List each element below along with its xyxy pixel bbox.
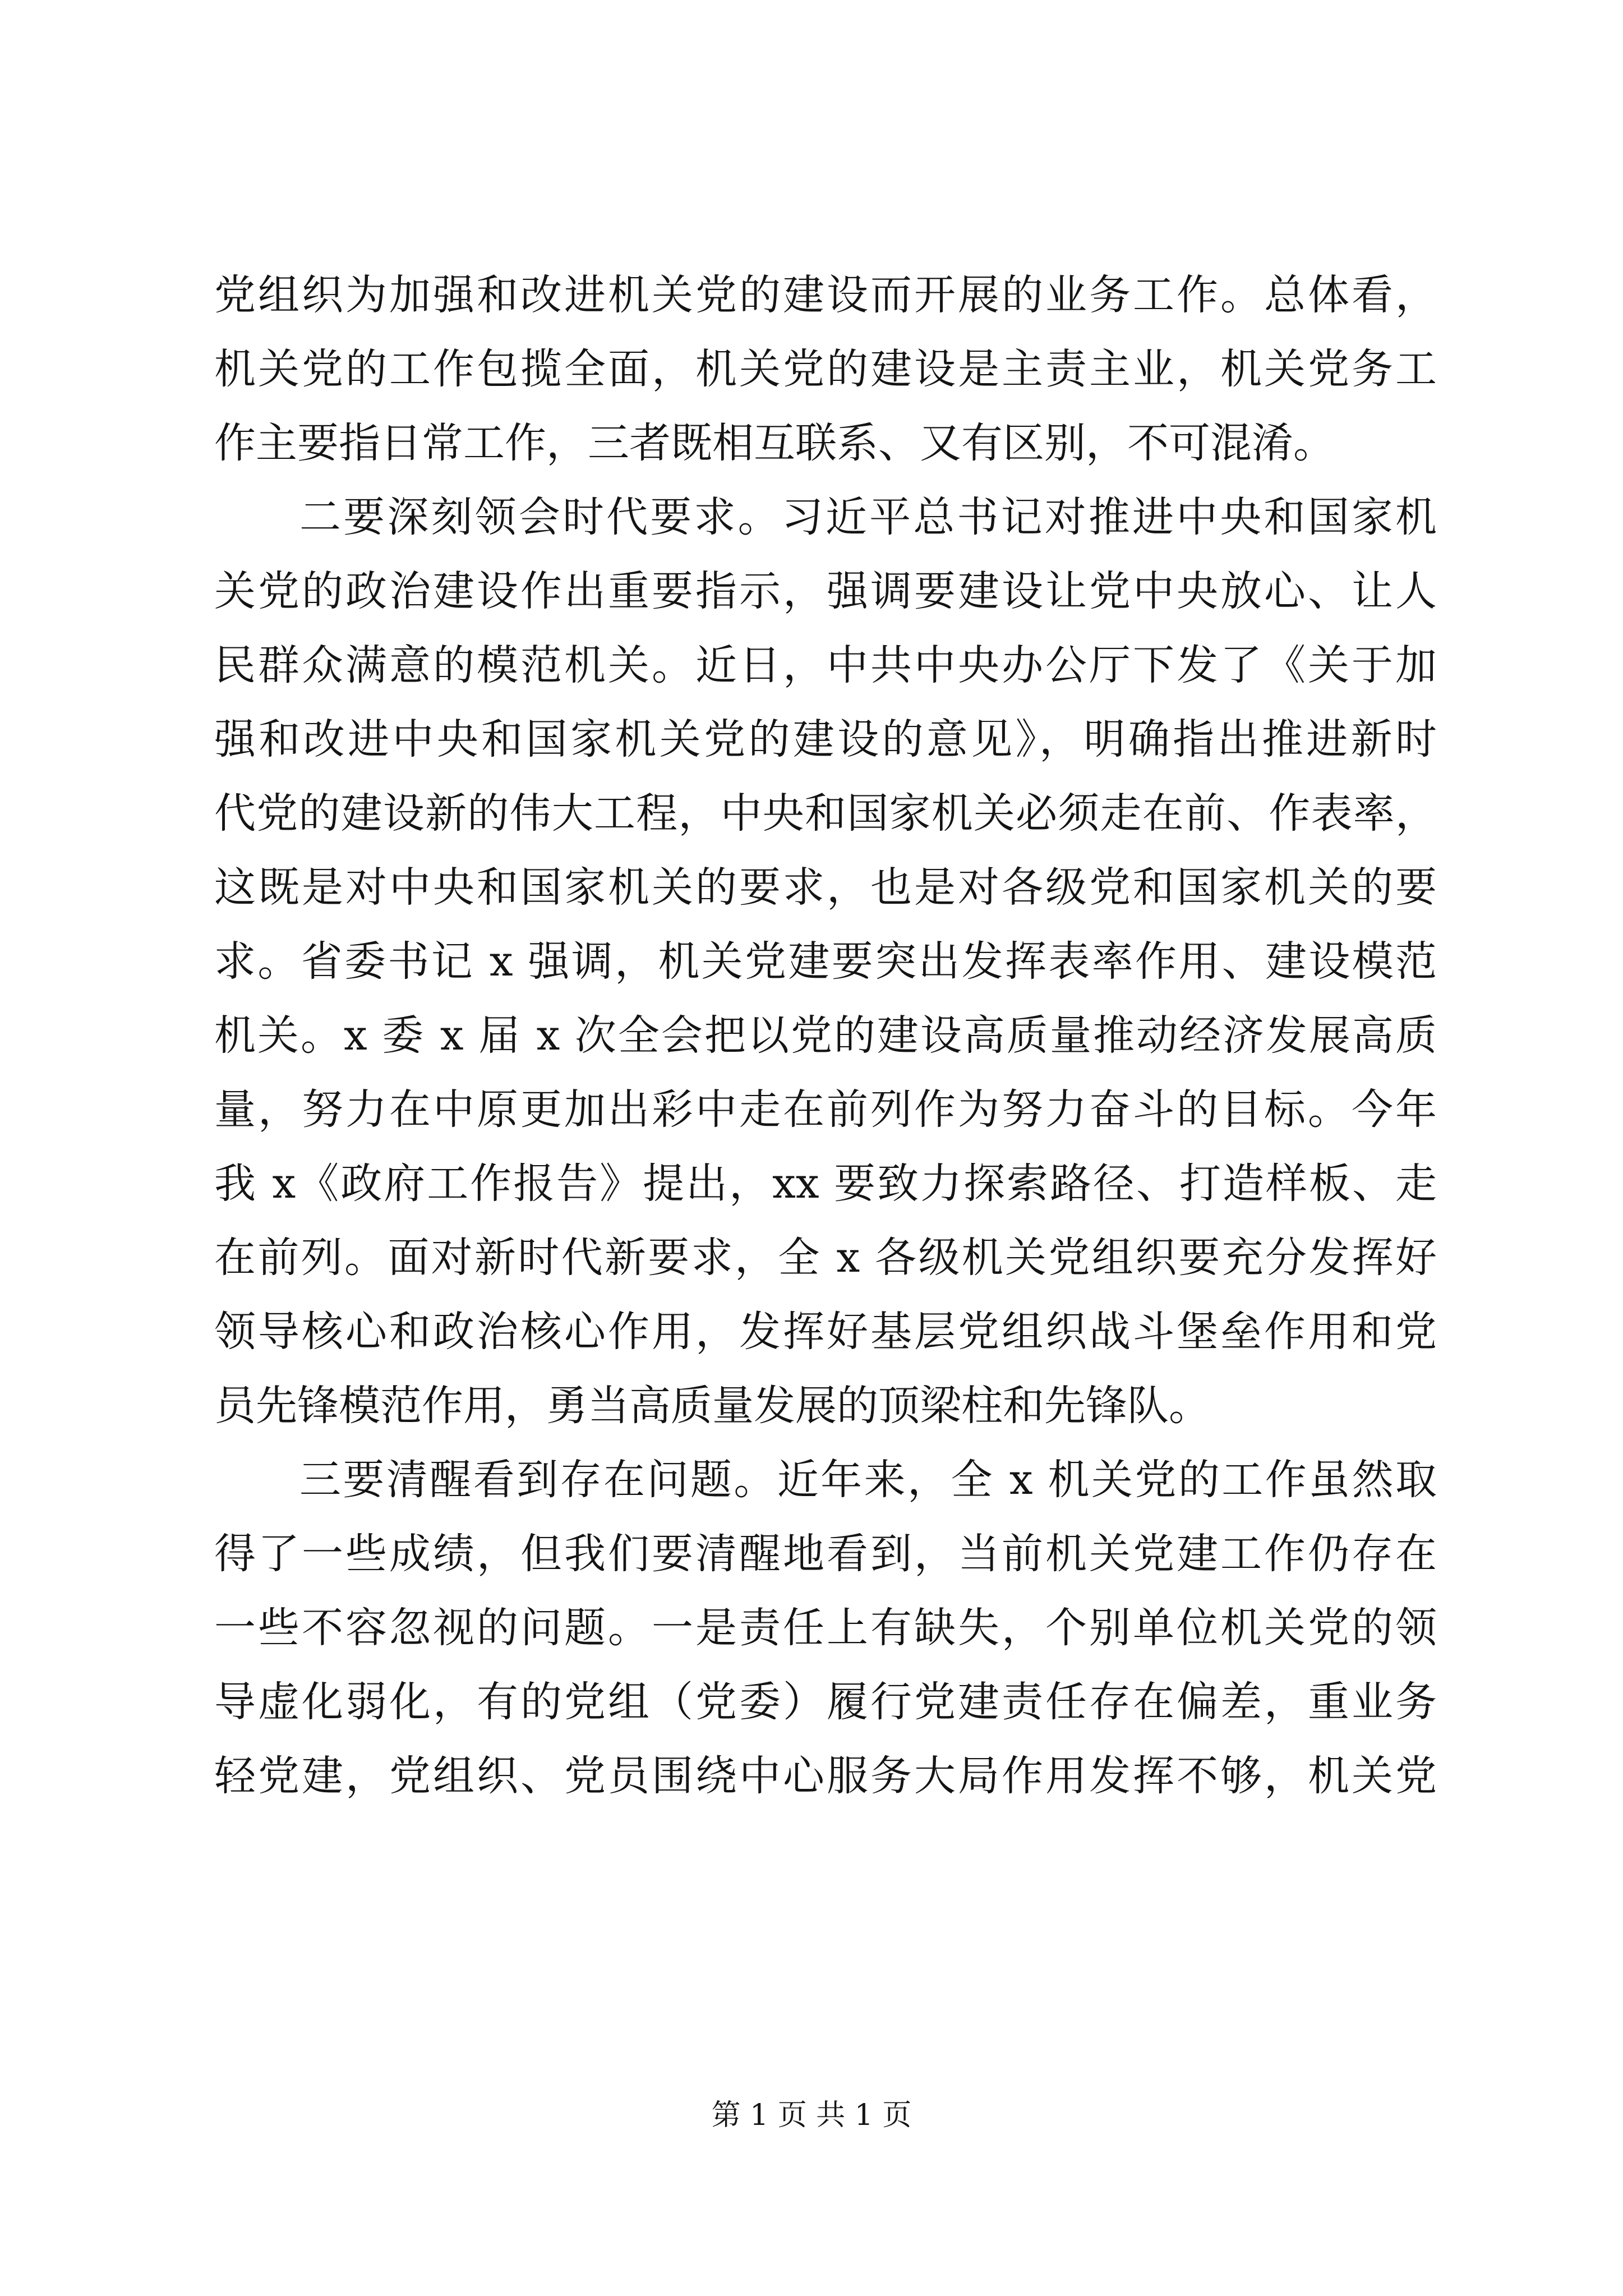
text-line: 轻党建，党组织、党员围绕中心服务大局作用发挥不够，机关党 [214, 1752, 1437, 1800]
text-line: 在前列。面对新时代新要求，全 x 各级机关党组织要充分发挥好 [214, 1234, 1437, 1282]
text-line: 领导核心和政治核心作用，发挥好基层党组织战斗堡垒作用和党 [214, 1308, 1437, 1356]
document-body [214, 258, 1437, 1813]
text-line: 代党的建设新的伟大工程，中央和国家机关必须走在前、作表率， [214, 789, 1437, 838]
text-line: 党组织为加强和改进机关党的建设而开展的业务工作。总体看， [214, 271, 1437, 319]
text-line: 三要清醒看到存在问题。近年来，全 x 机关党的工作虽然取 [299, 1456, 1437, 1504]
page-footer [0, 2096, 1623, 2135]
text-line: 这既是对中央和国家机关的要求，也是对各级党和国家机关的要 [214, 863, 1437, 912]
text-line: 员先锋模范作用，勇当高质量发展的顶梁柱和先锋队。 [214, 1382, 1210, 1430]
text-line: 民群众满意的模范机关。近日，中共中央办公厅下发了《关于加 [214, 641, 1437, 689]
text-line: 得了一些成绩，但我们要清醒地看到，当前机关党建工作仍存在 [214, 1530, 1437, 1578]
text-line: 作主要指日常工作，三者既相互联系、又有区别，不可混淆。 [214, 419, 1335, 467]
text-line: 强和改进中央和国家机关党的建设的意见》，明确指出推进新时 [214, 715, 1437, 763]
text-line: 关党的政治建设作出重要指示，强调要建设让党中央放心、让人 [214, 567, 1437, 615]
text-line: 机关党的工作包揽全面，机关党的建设是主责主业，机关党务工 [214, 345, 1437, 393]
text-line: 机关。x 委 x 届 x 次全会把以党的建设高质量推动经济发展高质 [214, 1011, 1437, 1060]
text-line: 求。省委书记 x 强调，机关党建要突出发挥表率作用、建设模范 [214, 937, 1437, 986]
page-number-label: 第 1 页 共 1 页 [711, 2099, 912, 2132]
text-line: 二要深刻领会时代要求。习近平总书记对推进中央和国家机 [299, 493, 1437, 541]
text-line: 量，努力在中原更加出彩中走在前列作为努力奋斗的目标。今年 [214, 1085, 1437, 1134]
text-line: 导虚化弱化，有的党组（党委）履行党建责任存在偏差，重业务 [214, 1678, 1437, 1726]
text-line: 一些不容忽视的问题。一是责任上有缺失，个别单位机关党的领 [214, 1604, 1437, 1652]
text-line: 我 x《政府工作报告》提出，xx 要致力探索路径、打造样板、走 [214, 1159, 1437, 1208]
